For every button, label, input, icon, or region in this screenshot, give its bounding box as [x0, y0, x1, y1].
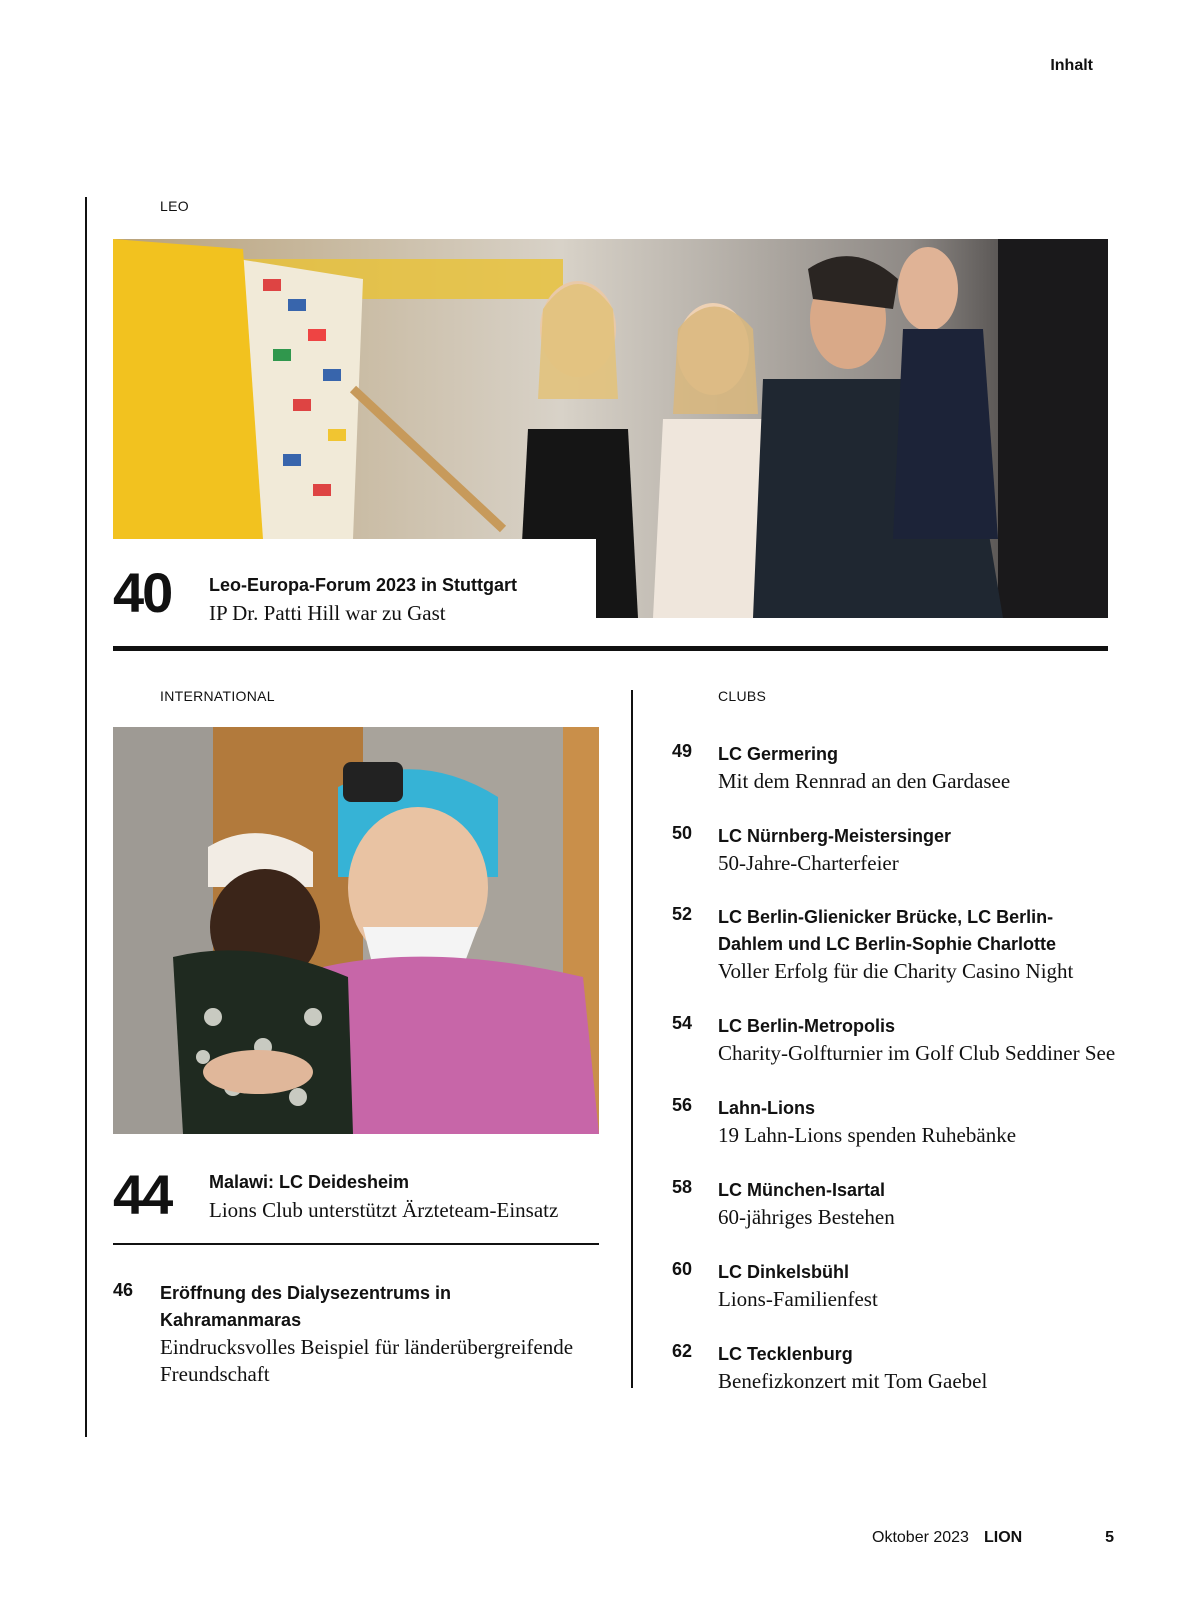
club-page-number: 52 [672, 904, 693, 924]
club-title: LC Nürnberg-Meistersinger [718, 826, 952, 846]
club-subtitle: Benefizkonzert mit Tom Gaebel [718, 1369, 988, 1393]
international-article-title: Malawi: LC Deidesheim [209, 1172, 410, 1192]
club-subtitle: Voller Erfolg für die Charity Casino Night [718, 959, 1074, 983]
club-page-number: 50 [672, 823, 693, 843]
category-clubs: CLUBS [718, 688, 767, 704]
club-subtitle: 19 Lahn-Lions spenden Ruhebänke [718, 1123, 1017, 1147]
club-title: LC Germering [718, 744, 839, 764]
club-page-number: 49 [672, 741, 693, 761]
footer-magazine-name: LION [984, 1529, 1023, 1546]
section-divider-rule [113, 646, 1108, 651]
club-subtitle: 50-Jahre-Charterfeier [718, 851, 899, 875]
column-divider-rule [631, 690, 633, 1388]
left-vertical-rule [85, 197, 87, 1437]
international-page-number: 44 [113, 1163, 172, 1226]
club-title: LC Berlin-Metropolis [718, 1016, 896, 1036]
international-article-subtitle: Lions Club unterstützt Ärzteteam-Einsatz [209, 1198, 559, 1222]
international-divider-rule [113, 1243, 599, 1245]
category-international: INTERNATIONAL [160, 688, 275, 704]
leo-article-title: Leo-Europa-Forum 2023 in Stuttgart [209, 575, 518, 595]
footer-issue-date: Oktober 2023 [872, 1529, 969, 1546]
club-title: LC Tecklenburg [718, 1344, 853, 1364]
category-leo: LEO [160, 198, 189, 214]
leo-page-number: 40 [113, 561, 172, 624]
club-page-number: 60 [672, 1259, 693, 1279]
club-title: Lahn-Lions [718, 1098, 815, 1118]
club-title: LC München-Isartal [718, 1180, 886, 1200]
club-subtitle: Mit dem Rennrad an den Gardasee [718, 769, 1011, 793]
footer-page-number: 5 [1105, 1529, 1114, 1546]
malawi-doctor-baby-photo [113, 727, 599, 1134]
club-subtitle: Lions-Familienfest [718, 1287, 878, 1311]
entry-page-number: 46 [113, 1280, 134, 1300]
club-title: LC Dinkelsbühl [718, 1262, 850, 1282]
section-label: Inhalt [1050, 57, 1093, 74]
entry-title: Eröffnung des Dialysezentrums in Kahramanmaras [160, 1283, 452, 1330]
club-page-number: 54 [672, 1013, 693, 1033]
leo-article-subtitle: IP Dr. Patti Hill war zu Gast [209, 601, 446, 625]
club-subtitle: 60-jähriges Bestehen [718, 1205, 895, 1229]
club-title: LC Berlin-Glienicker Brücke, LC Berlin-Dahlem und LC Berlin-Sophie Charlotte [718, 907, 1057, 954]
entry-subtitle: Eindrucksvolles Beispiel für länderübergreifende Freundschaft [160, 1335, 574, 1386]
club-page-number: 62 [672, 1341, 693, 1361]
club-page-number: 56 [672, 1095, 693, 1115]
club-subtitle: Charity-Golfturnier im Golf Club Seddiner See [718, 1041, 1116, 1065]
club-page-number: 58 [672, 1177, 693, 1197]
